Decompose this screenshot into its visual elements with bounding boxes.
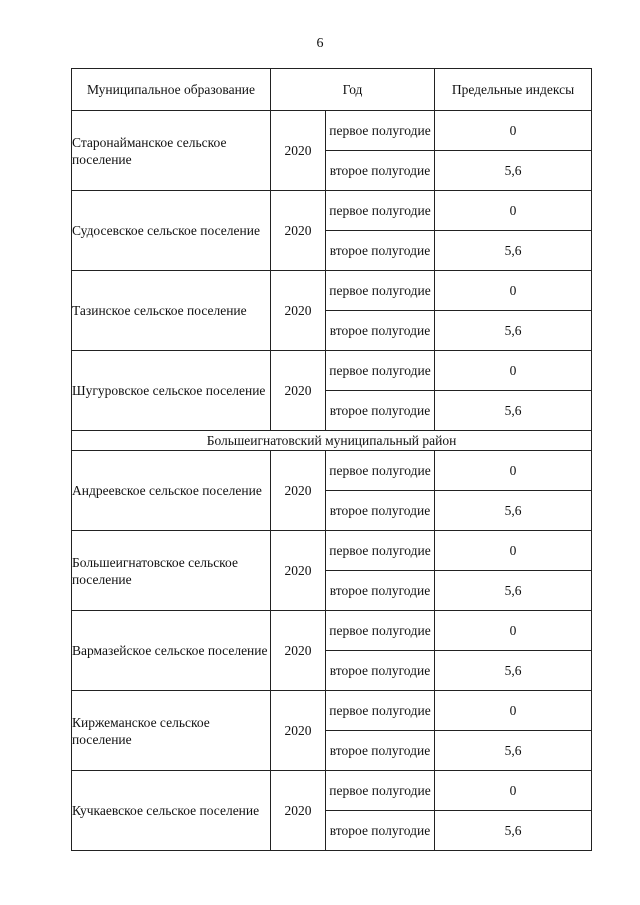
index-value: 5,6 xyxy=(435,391,592,431)
year-value: 2020 xyxy=(271,611,326,691)
year-value: 2020 xyxy=(271,691,326,771)
section-row xyxy=(72,431,592,451)
index-value: 0 xyxy=(435,191,592,231)
period-label: первое полугодие xyxy=(326,691,435,731)
municipality-name: Тазинское сельское поселение xyxy=(72,271,271,351)
index-value: 0 xyxy=(435,351,592,391)
period-label: первое полугодие xyxy=(326,111,435,151)
index-value: 0 xyxy=(435,271,592,311)
header-indices: Предельные индексы xyxy=(435,69,592,111)
index-value: 5,6 xyxy=(435,491,592,531)
period-label: первое полугодие xyxy=(326,271,435,311)
table-header-row xyxy=(72,69,592,111)
municipality-name: Большеигнатовское сельское поселение xyxy=(72,531,271,611)
period-label: первое полугодие xyxy=(326,191,435,231)
header-year: Год xyxy=(271,69,435,111)
index-value: 5,6 xyxy=(435,651,592,691)
municipality-name: Кучкаевское сельское поселение xyxy=(72,771,271,851)
period-label: второе полугодие xyxy=(326,651,435,691)
municipality-name: Шугуровское сельское поселение xyxy=(72,351,271,431)
municipality-name: Судосевское сельское поселение xyxy=(72,191,271,271)
period-label: первое полугодие xyxy=(326,351,435,391)
table-row xyxy=(72,531,592,571)
period-label: первое полугодие xyxy=(326,531,435,571)
year-value: 2020 xyxy=(271,451,326,531)
indices-table xyxy=(71,68,592,851)
table-row xyxy=(72,191,592,231)
year-value: 2020 xyxy=(271,771,326,851)
period-label: второе полугодие xyxy=(326,571,435,611)
index-value: 0 xyxy=(435,451,592,491)
table-row xyxy=(72,771,592,811)
period-label: первое полугодие xyxy=(326,611,435,651)
period-label: второе полугодие xyxy=(326,391,435,431)
index-value: 5,6 xyxy=(435,571,592,611)
index-value: 5,6 xyxy=(435,151,592,191)
table-row xyxy=(72,451,592,491)
municipality-name: Киржеманское сельское поселение xyxy=(72,691,271,771)
index-value: 5,6 xyxy=(435,731,592,771)
period-label: второе полугодие xyxy=(326,491,435,531)
year-value: 2020 xyxy=(271,531,326,611)
year-value: 2020 xyxy=(271,351,326,431)
index-value: 0 xyxy=(435,771,592,811)
index-value: 5,6 xyxy=(435,811,592,851)
period-label: второе полугодие xyxy=(326,811,435,851)
year-value: 2020 xyxy=(271,271,326,351)
table-row xyxy=(72,691,592,731)
index-value: 0 xyxy=(435,111,592,151)
index-value: 0 xyxy=(435,611,592,651)
table-row xyxy=(72,611,592,651)
index-value: 5,6 xyxy=(435,231,592,271)
table-row xyxy=(72,271,592,311)
municipality-name: Андреевское сельское поселение xyxy=(72,451,271,531)
municipality-name: Старонайманское сельское поселение xyxy=(72,111,271,191)
period-label: первое полугодие xyxy=(326,771,435,811)
year-value: 2020 xyxy=(271,111,326,191)
section-title: Большеигнатовский муниципальный район xyxy=(72,431,592,451)
period-label: второе полугодие xyxy=(326,731,435,771)
table-row xyxy=(72,351,592,391)
period-label: второе полугодие xyxy=(326,311,435,351)
period-label: второе полугодие xyxy=(326,231,435,271)
index-value: 0 xyxy=(435,691,592,731)
year-value: 2020 xyxy=(271,191,326,271)
page-number: 6 xyxy=(316,36,324,51)
table-row xyxy=(72,111,592,151)
period-label: второе полугодие xyxy=(326,151,435,191)
municipality-name: Вармазейское сельское поселение xyxy=(72,611,271,691)
header-municipality: Муниципальное образование xyxy=(72,69,271,111)
index-value: 5,6 xyxy=(435,311,592,351)
period-label: первое полугодие xyxy=(326,451,435,491)
index-value: 0 xyxy=(435,531,592,571)
